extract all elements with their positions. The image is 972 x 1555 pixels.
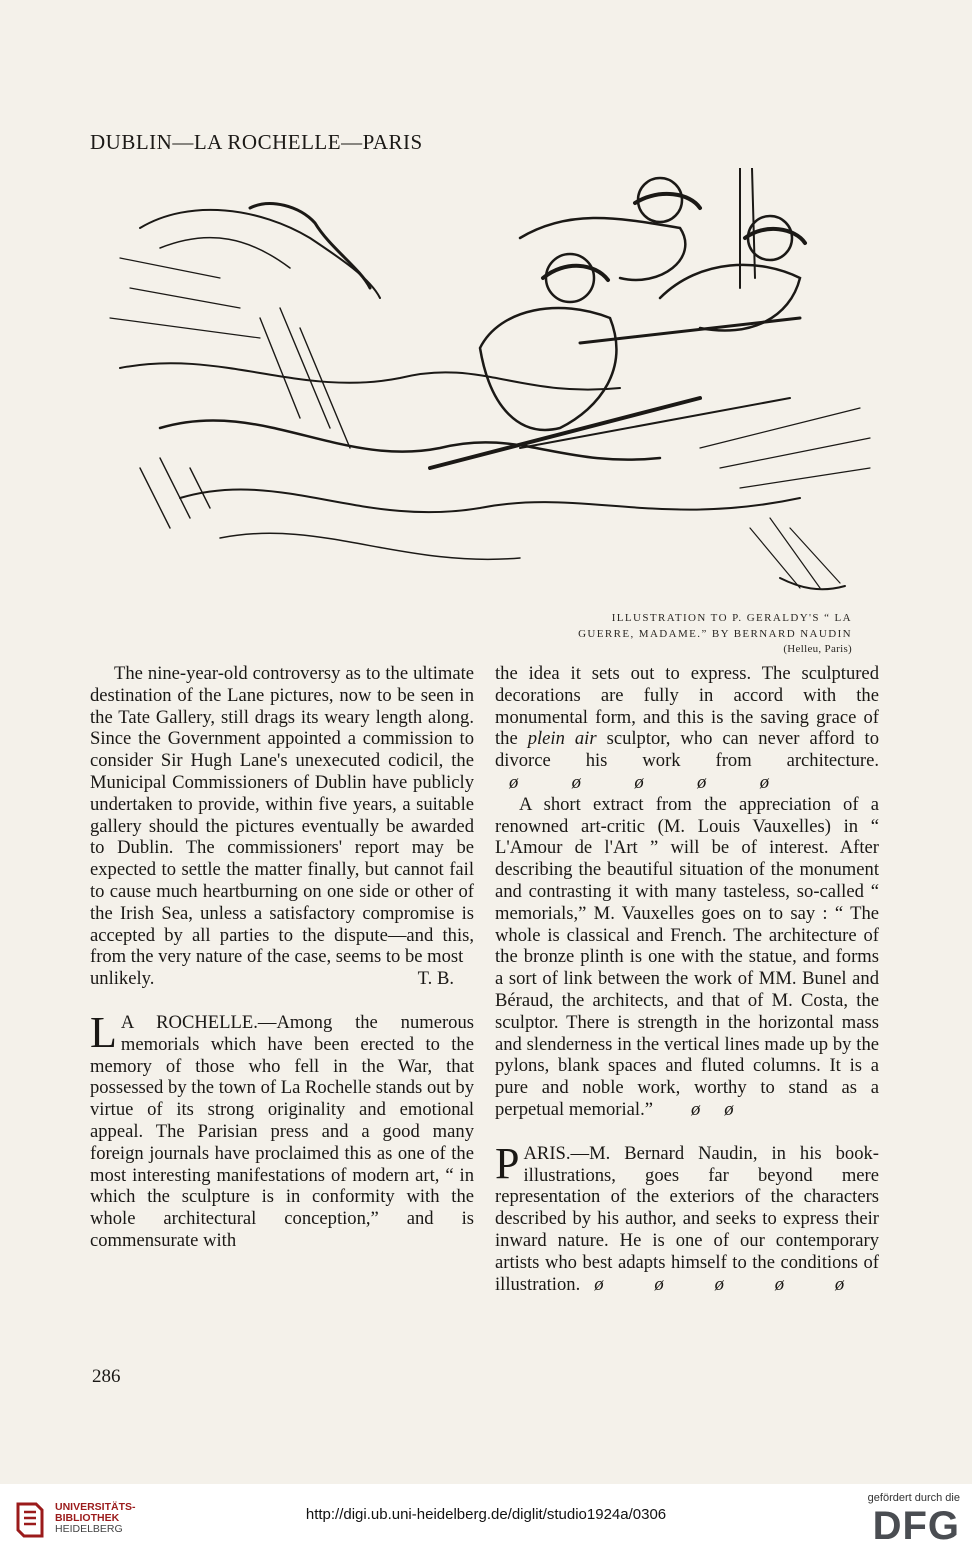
vauxelles-paragraph: A short extract from the appreciation of a renowned art-critic (M. Louis Vauxelles) in “ L'Amour de l'Art ” will be of interest. After describing the beautiful situation of the monument and contrasting it with many tasteless, so-called “ memorials,” M. Vauxelles goes on to say : “ The whole is classical and French. The architecture of the bronze plinth is one with the statue, and forms a sort of link between the work of MM. Bunel and Béraud, the architects, and that of M. Costa, the sculptor. There is strength in the horizontal mass and slenderness in the vertical lines made up by the pylons, blank spaces and fluted columns. It is a pure and noble work, worthy to stand as a perpetual memorial.” ø ø [495, 793, 879, 1120]
signature: T. B. [417, 968, 454, 990]
caption-credit: (Helleu, Paris) [783, 643, 852, 655]
digitization-footer [0, 1484, 972, 1555]
figure-caption [492, 610, 852, 656]
running-head: DUBLIN—LA ROCHELLE—PARIS [90, 130, 423, 154]
right-column [495, 663, 879, 1295]
caption-line-2: GUERRE, MADAME.” BY BERNARD NAUDIN [578, 628, 852, 640]
rochelle-continuation: the idea it sets out to express. The sculptured decorations are fully in accord with the monumental form, and this is the saving grace of the plein air sculptor, who can never afford to divorce his work from architecture. ø ø ø ø ø [495, 663, 880, 793]
library-name: UNIVERSITÄTS- BIBLIOTHEK HEIDELBERG [55, 1501, 136, 1535]
caption-line-1: ILLUSTRATION TO P. GERALDY'S “ LA [611, 612, 852, 624]
drop-cap-l: L [90, 1007, 117, 1057]
dfg-credit: gefördert durch die DFG [867, 1492, 960, 1548]
dfg-logo: DFG [872, 1504, 960, 1548]
ornament-leaves: ø ø ø ø ø [509, 771, 769, 793]
page-number: 286 [92, 1366, 121, 1387]
ornament-leaves: ø ø ø ø ø [594, 1273, 845, 1295]
lane-paragraph: The nine-year-old controversy as to the ultimate destination of the Lane pictures, now to be seen in the Tate Gallery, still drags its weary length along. Since the Government appointed a commission to consider Sir Hugh Lane's unexecuted codicil, the Municipal Commissioners of Dublin have publicly undertaken to provide, within five years, a suitable gallery should the pictures eventually be awarded to Dublin. The commissioners' report may be expected to settle the matter finally, but cannot fail to cause much heartburning on one side or other of the Irish Sea, unless a satisfactory compromise is accepted by all parties to the dispute—and this, from the very nature of the case, seems to be most [90, 663, 474, 968]
la-rochelle-paragraph: L A ROCHELLE.—Among the numerous memorials which have been erected to the memory of those who fell in the War, that possessed by the town of La Rochelle stands out by virtue of its strong originality and emotional appeal. The Parisian press and a good many foreign journals have proclaimed this as one of the most interesting manifestations of modern art, “ in which the sculpture is in conformity with the whole architectural conception,” and is commensurate with [90, 1007, 474, 1251]
drop-cap-p: P [495, 1138, 520, 1188]
illustration [100, 168, 880, 608]
paris-paragraph: PARIS.—M. Bernard Naudin, in his book-illustrations, goes far beyond mere representation of the exteriors of the characters described by his author, and seeks to express their inward nature. He is one of our contemporary artists who best adapts himself to the conditions of illustration. ø ø ø ø ø [495, 1138, 879, 1295]
signature-line: unlikely. T. B. [90, 968, 454, 990]
left-column [90, 663, 474, 1252]
source-url[interactable]: http://digi.ub.uni-heidelberg.de/diglit/studio1924a/0306 [305, 1506, 667, 1523]
ornament-leaves: ø ø [690, 1098, 734, 1120]
